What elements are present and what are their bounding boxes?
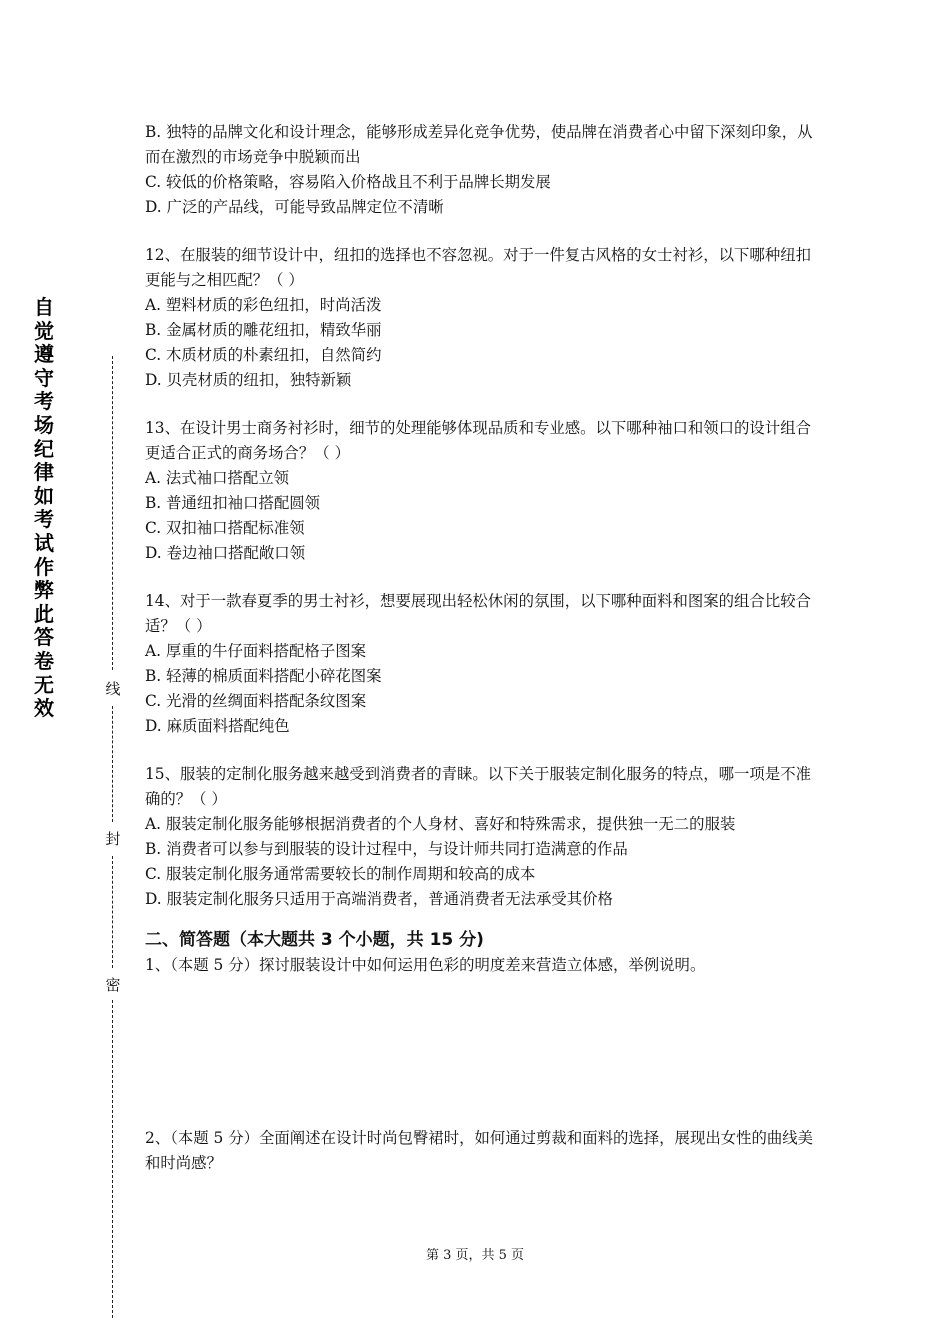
question-12 (145, 243, 815, 393)
option-b: B. 独特的品牌文化和设计理念，能够形成差异化竞争优势，使品牌在消费者心中留下深刻印象，从而在激烈的市场竞争中脱颖而出 (145, 123, 813, 166)
question-11-continuation (145, 120, 815, 220)
exam-content (145, 120, 815, 1176)
binding-dashed-line (112, 706, 113, 822)
option-b: B. 普通纽扣袖口搭配圆领 (145, 494, 321, 512)
binding-dashed-line (112, 856, 113, 968)
option-c: C. 光滑的丝绸面料搭配条纹图案 (145, 692, 367, 710)
option-d: D. 服装定制化服务只适用于高端消费者，普通消费者无法承受其价格 (145, 890, 613, 908)
question-stem: 12、在服装的细节设计中，纽扣的选择也不容忽视。对于一件复古风格的女士衬衫，以下哪种纽扣更能与之相匹配？（ ） (145, 246, 811, 289)
question-15 (145, 762, 815, 912)
option-d: D. 贝壳材质的纽扣，独特新颖 (145, 371, 352, 389)
question-14 (145, 589, 815, 739)
page-number: 第 3 页，共 5 页 (425, 1248, 525, 1263)
option-a: A. 厚重的牛仔面料搭配格子图案 (145, 642, 366, 660)
option-c: C. 木质材质的朴素纽扣，自然简约 (145, 346, 382, 364)
question-stem: 14、对于一款春夏季的男士衬衫，想要展现出轻松休闲的氛围，以下哪种面料和图案的组合比较合适？（ ） (145, 592, 811, 635)
binding-dashed-line (112, 356, 113, 670)
option-b: B. 消费者可以参与到服装的设计过程中，与设计师共同打造满意的作品 (145, 840, 628, 858)
question-stem: 15、服装的定制化服务越来越受到消费者的青睐。以下关于服装定制化服务的特点，哪一项是不准确的？（ ） (145, 765, 811, 808)
option-a: A. 服装定制化服务能够根据消费者的个人身材、喜好和特殊需求，提供独一无二的服装 (145, 815, 736, 833)
option-c: C. 较低的价格策略，容易陷入价格战且不利于品牌长期发展 (145, 173, 551, 191)
binding-secret-label: 密 (105, 976, 121, 994)
option-b: B. 金属材质的雕花纽扣，精致华丽 (145, 321, 382, 339)
binding-dashed-line (112, 1000, 113, 1318)
binding-seal-label: 封 (105, 830, 121, 848)
option-d: D. 麻质面料搭配纯色 (145, 717, 290, 735)
binding-line-label: 线 (105, 680, 121, 698)
option-c: C. 双扣袖口搭配标准领 (145, 519, 305, 537)
option-d: D. 卷边袖口搭配敞口领 (145, 544, 306, 562)
option-b: B. 轻薄的棉质面料搭配小碎花图案 (145, 667, 382, 685)
answer-space (145, 978, 815, 1126)
short-answer-question-1: 1、（本题 5 分）探讨服装设计中如何运用色彩的明度差来营造立体感，举例说明。 (145, 956, 706, 974)
option-c: C. 服装定制化服务通常需要较长的制作周期和较高的成本 (145, 865, 536, 883)
section-title-short-answer: 二、简答题（本大题共 3 个小题，共 15 分) (145, 930, 484, 950)
option-a: A. 法式袖口搭配立领 (145, 469, 290, 487)
question-stem: 13、在设计男士商务衬衫时，细节的处理能够体现品质和专业感。以下哪种袖口和领口的设计组合更适合正式的商务场合？（ ） (145, 419, 811, 462)
short-answer-question-2: 2、（本题 5 分）全面阐述在设计时尚包臀裙时，如何通过剪裁和面料的选择，展现出女性的曲线美和时尚感？ (145, 1129, 814, 1172)
option-d: D. 广泛的产品线，可能导致品牌定位不清晰 (145, 198, 444, 216)
question-13 (145, 416, 815, 566)
option-a: A. 塑料材质的彩色纽扣，时尚活泼 (145, 296, 382, 314)
exam-discipline-warning: 自觉遵守考场纪律如考试作弊此答卷无效 (34, 295, 54, 721)
